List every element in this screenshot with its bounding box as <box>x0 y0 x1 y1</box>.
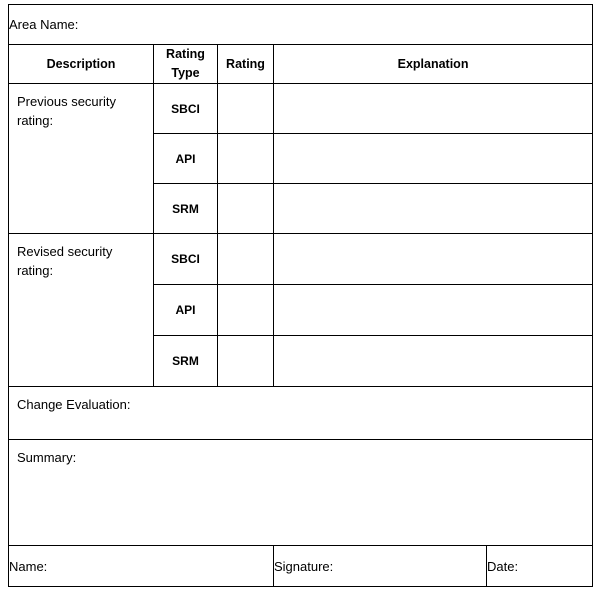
revised-security-rating-label: Revised security rating: <box>9 234 154 387</box>
previous-security-rating-label: Previous security rating: <box>9 84 154 234</box>
rating-input-cell[interactable] <box>218 84 274 134</box>
explanation-input-cell[interactable] <box>274 285 593 336</box>
header-explanation: Explanation <box>274 45 593 84</box>
signature-label: Signature: <box>274 558 334 574</box>
explanation-input-cell[interactable] <box>274 84 593 134</box>
area-name-label: Area Name: <box>9 17 79 32</box>
rating-type-cell: SRM <box>154 184 218 234</box>
explanation-input-cell[interactable] <box>274 336 593 387</box>
explanation-input-cell[interactable] <box>274 234 593 285</box>
header-description: Description <box>9 45 154 84</box>
security-rating-form <box>8 4 593 587</box>
change-evaluation-label: Change Evaluation: <box>17 397 131 412</box>
explanation-input-cell[interactable] <box>274 184 593 234</box>
header-rating: Rating <box>218 45 274 84</box>
date-cell[interactable] <box>487 546 593 587</box>
explanation-input-cell[interactable] <box>274 134 593 184</box>
change-evaluation-cell[interactable] <box>9 387 593 440</box>
rating-type-cell: API <box>154 134 218 184</box>
rating-input-cell[interactable] <box>218 184 274 234</box>
name-label: Name: <box>9 558 48 574</box>
summary-cell[interactable] <box>9 440 593 546</box>
name-cell[interactable] <box>9 546 274 587</box>
rating-input-cell[interactable] <box>218 134 274 184</box>
rating-input-cell[interactable] <box>218 234 274 285</box>
rating-type-cell: SBCI <box>154 234 218 285</box>
rating-input-cell[interactable] <box>218 285 274 336</box>
rating-type-cell: API <box>154 285 218 336</box>
rating-type-cell: SBCI <box>154 84 218 134</box>
rating-input-cell[interactable] <box>218 336 274 387</box>
summary-label: Summary: <box>17 450 77 465</box>
date-label: Date: <box>487 558 519 574</box>
rating-type-cell: SRM <box>154 336 218 387</box>
signature-cell[interactable] <box>274 546 487 587</box>
area-name-cell[interactable] <box>9 5 593 45</box>
header-rating-type: Rating Type <box>154 45 218 84</box>
